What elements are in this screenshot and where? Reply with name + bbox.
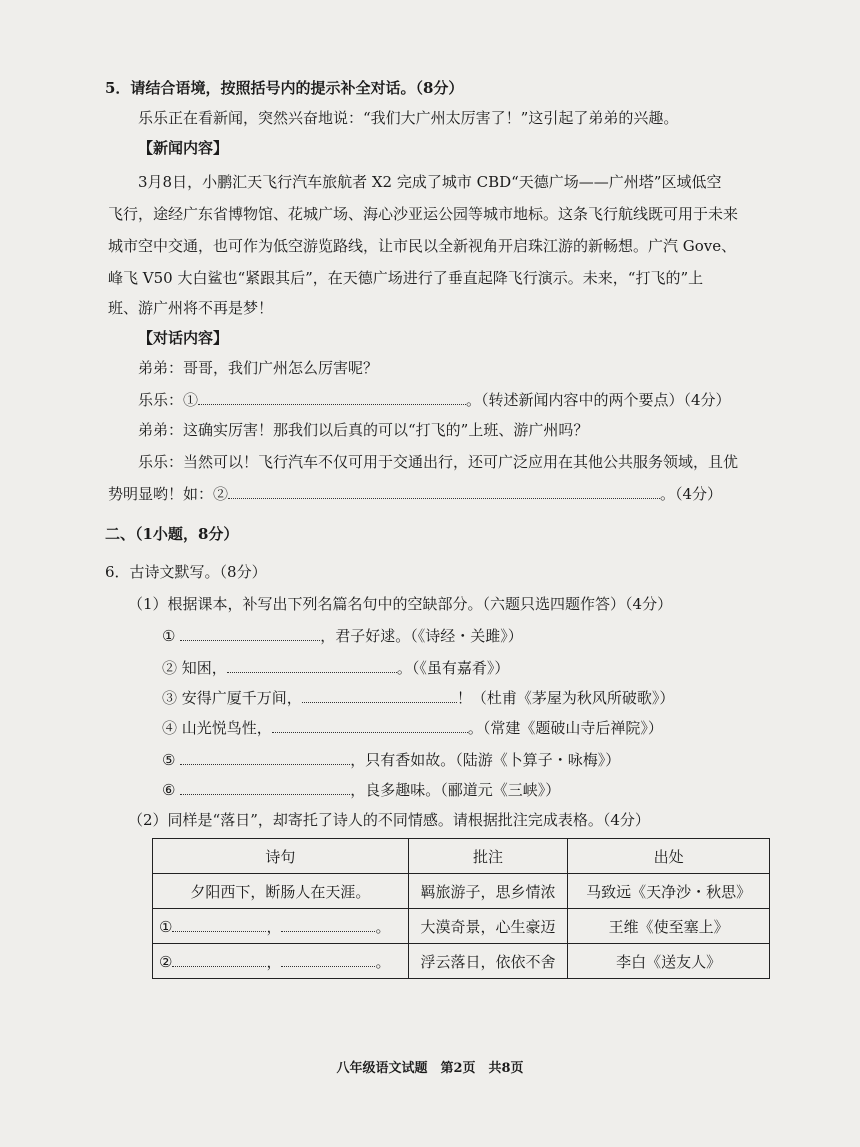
poem-item [162,626,523,646]
table-header-row [153,839,770,874]
news-title: 【新闻内容】 [138,139,229,157]
news-line: 3月8日，小鹏汇天飞行汽车旅航者 X2 完成了城市 CBD“天德广场——广州塔”区域低空 [138,173,722,191]
verse-blank[interactable] [172,917,266,932]
dialogue-text: 势明显哟！如：② [108,485,229,503]
note-cell: 大漠奇景，心生豪迈 [408,909,568,944]
dialogue-title: 【对话内容】 [138,329,229,347]
dialogue-hint: 。（转述新闻内容中的两个要点）（4分） [466,391,731,409]
comma: ， [266,952,282,971]
verse-cell: 夕阳西下，断肠人在天涯。 [153,874,409,909]
table-header: 批注 [408,839,568,874]
period: 。 [375,917,391,936]
table-header: 诗句 [153,839,409,874]
dialogue-line-answer2 [108,484,722,504]
poem-item [162,658,509,678]
item-post: 。（《虽有嘉肴》） [396,659,510,677]
note-cell: 浮云落日，依依不舍 [408,944,568,979]
dialogue-line: 弟弟：这确实厉害！那我们以后真的可以“打飞的”上班、游广州吗？ [138,421,589,439]
item-number: ② [162,659,178,677]
verse-blank[interactable] [281,917,375,932]
q6-part2: （2）同样是“落日”，却寄托了诗人的不同情感。请根据批注完成表格。（4分） [128,811,650,829]
dialogue-speaker: 乐乐：① [138,391,199,409]
news-line: 飞行，途经广东省博物馆、花城广场、海心沙亚运公园等城市地标。这条飞行航线既可用于未来 [108,205,739,223]
source-cell: 马致远《天净沙・秋思》 [568,874,770,909]
table-row [153,874,770,909]
verse-blank[interactable] [172,952,266,967]
verse-blank-cell [153,909,409,944]
row-number: ② [159,952,173,971]
poem-item [162,780,560,800]
poem-blank[interactable] [180,626,320,641]
dialogue-hint: 。（4分） [660,485,723,503]
poem-blank[interactable] [272,718,468,733]
answer-blank-2[interactable] [228,484,660,499]
source-cell: 李白《送友人》 [568,944,770,979]
news-line: 峰飞 V50 大白鲨也“紧跟其后”，在天德广场进行了垂直起降飞行演示。未来，“打飞的”上 [108,269,704,287]
item-post: ，只有香如故。（陆游《卜算子・咏梅》） [350,751,621,769]
dialogue-line: 乐乐：当然可以！飞行汽车不仅可用于交通出行，还可广泛应用在其他公共服务领域，且优 [138,453,739,471]
table-row [153,909,770,944]
item-number: ⑤ [162,751,176,769]
item-post: ，良多趣味。（郦道元《三峡》） [350,781,561,799]
dialogue-line-answer1 [138,390,731,410]
item-number: ⑥ [162,781,176,799]
verse-blank[interactable] [281,952,375,967]
period: 。 [375,952,391,971]
note-cell: 羁旅游子，思乡情浓 [408,874,568,909]
poem-item [162,718,663,738]
news-line: 班、游广州将不再是梦！ [108,299,274,317]
news-line: 城市空中交通，也可作为低空游览路线，让市民以全新视角开启珠江游的新畅想。广汽 Gove、 [108,237,737,255]
item-pre: 安得广厦千万间， [181,689,302,707]
page-footer: 八年级语文试题 第2页 共8页 [336,1061,524,1076]
poem-blank[interactable] [180,750,350,765]
q5-heading: 5．请结合语境，按照括号内的提示补全对话。（8分） [105,79,464,97]
item-number: ④ [162,719,178,737]
poem-blank[interactable] [180,780,350,795]
section2-heading: 二、（1小题，8分） [105,525,239,543]
sunset-table [152,838,770,979]
item-pre: 山光悦鸟性， [181,719,272,737]
table-row [153,944,770,979]
poem-item [162,688,674,708]
item-number: ③ [162,689,178,707]
item-post: 。（常建《题破山寺后禅院》） [467,719,663,737]
item-pre: 知困， [181,659,227,677]
poem-item [162,750,620,770]
item-number: ① [162,627,176,645]
comma: ， [266,917,282,936]
q6-heading: 6．古诗文默写。（8分） [105,563,267,581]
table-header: 出处 [568,839,770,874]
verse-blank-cell [153,944,409,979]
row-number: ① [159,917,173,936]
q5-intro: 乐乐正在看新闻，突然兴奋地说：“我们大广州太厉害了！”这引起了弟弟的兴趣。 [138,109,679,127]
item-post: ！（杜甫《茅屋为秋风所破歌》） [456,689,675,707]
dialogue-line: 弟弟：哥哥，我们广州怎么厉害呢？ [138,359,379,377]
item-post: ，君子好逑。（《诗经・关雎》） [320,627,523,645]
poem-blank[interactable] [227,658,397,673]
answer-blank-1[interactable] [198,390,466,405]
poem-blank[interactable] [302,688,457,703]
source-cell: 王维《使至塞上》 [568,909,770,944]
q6-part1: （1）根据课本，补写出下列名篇名句中的空缺部分。（六题只选四题作答）（4分） [128,595,673,613]
